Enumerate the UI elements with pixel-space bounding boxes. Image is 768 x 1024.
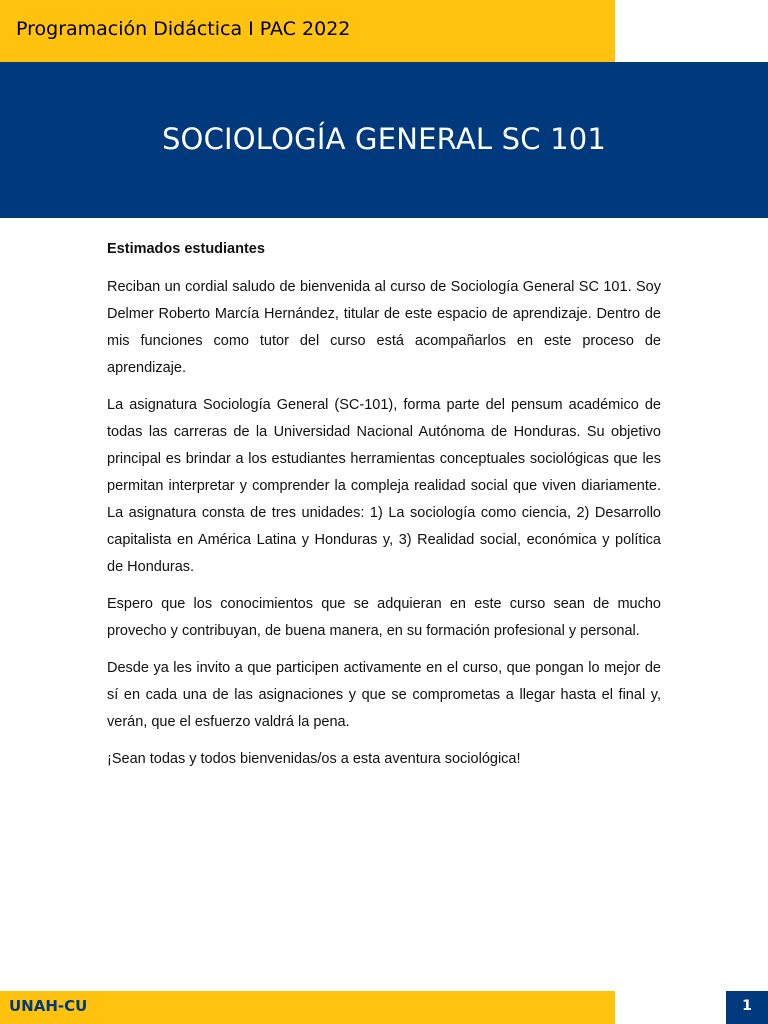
footer-bar	[0, 991, 615, 1024]
paragraph-welcome: Reciban un cordial saludo de bienvenida al curso de Sociología General SC 101. Soy Delmer Roberto Marcía Hernández, titular de este espacio de aprendizaje. Dentro de mis funciones como tutor del curso está acompañarlos en este proceso de aprendizaje.	[107, 279, 661, 376]
title-banner	[0, 62, 768, 218]
letter-body	[107, 238, 661, 783]
paragraph-course-description: La asignatura Sociología General (SC-101), forma parte del pensum académico de todas las carreras de la Universidad Nacional Autónoma de Honduras. Su objetivo principal es brindar a los estudiantes herramientas conceptuales sociológicas que les permitan interpretar y comprender la compleja realidad social que viven diariamente. La asignatura consta de tres unidades: 1) La sociología como ciencia, 2) Desarrollo capitalista en América Latina y Honduras y, 3) Realidad social, económica y política de Honduras.	[107, 397, 661, 575]
header-bar	[0, 0, 615, 62]
paragraph-closing: ¡Sean todas y todos bienvenidas/os a esta aventura sociológica!	[107, 751, 521, 767]
footer-institution-label: UNAH-CU	[9, 997, 88, 1015]
paragraph-invitation: Desde ya les invito a que participen activamente en el curso, que pongan lo mejor de sí en cada una de las asignaciones y que se comprometas a llegar hasta el final y, verán, que el esfuerzo valdrá la pena.	[107, 660, 661, 730]
document-header-title: Programación Didáctica I PAC 2022	[16, 18, 351, 40]
paragraph-expectations: Espero que los conocimientos que se adquieran en este curso sean de mucho provecho y contribuyan, de buena manera, en su formación profesional y personal.	[107, 596, 661, 639]
page-number-box	[726, 991, 768, 1024]
page-number: 1	[742, 998, 752, 1014]
letter-greeting: Estimados estudiantes	[107, 241, 265, 257]
course-title: SOCIOLOGÍA GENERAL SC 101	[161, 122, 607, 156]
